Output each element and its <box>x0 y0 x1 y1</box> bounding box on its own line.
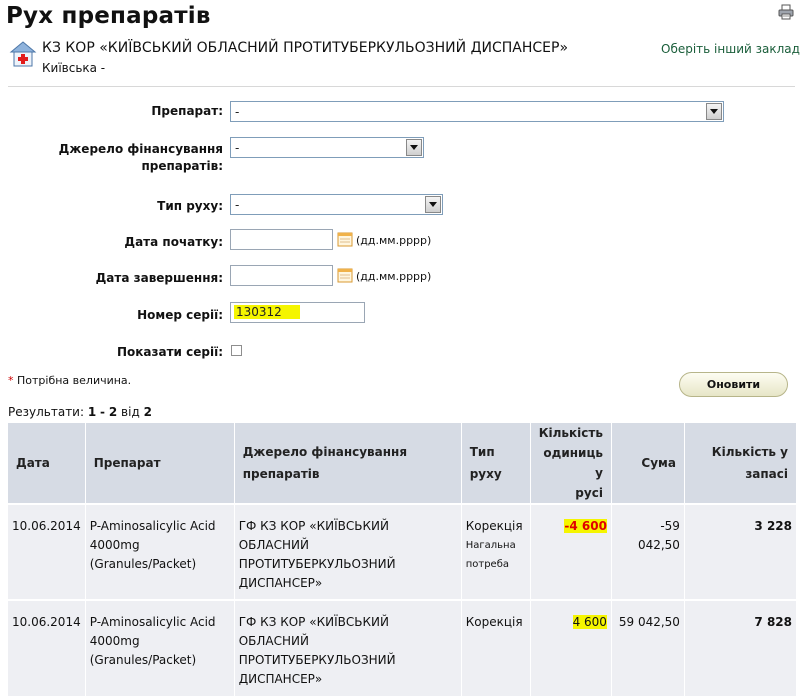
col-header-qty[interactable] <box>530 423 611 504</box>
col-header-drug-text: Препарат <box>93 456 161 470</box>
col-header-funding-line1: Джерело фінансування <box>242 445 408 459</box>
cell-drug <box>85 600 234 696</box>
col-header-sum-text: Сума <box>641 456 676 470</box>
required-note <box>8 374 131 387</box>
col-header-qty-line1: Кількість <box>538 426 603 440</box>
cell-funding-line3: ПРОТИТУБЕРКУЛЬОЗНИЙ <box>238 557 396 571</box>
funding-label-line2: препаратів: <box>141 159 223 173</box>
cell-drug <box>85 504 234 600</box>
cell-type <box>461 504 530 600</box>
calendar-icon[interactable] <box>337 231 353 247</box>
drug-select-value: - <box>235 104 240 119</box>
cell-drug-line1: P-Aminosalicylic Acid <box>89 519 216 533</box>
show-series-label: Показати серії: <box>116 345 223 359</box>
cell-qty-value: -4 600 <box>564 519 607 533</box>
cell-type-main: Корекція <box>465 615 523 629</box>
cell-funding-line4: ДИСПАНСЕР» <box>238 672 323 686</box>
start-date-label: Дата початку: <box>124 235 223 249</box>
medical-institution-icon <box>9 40 37 68</box>
end-date-label: Дата завершення: <box>95 271 223 285</box>
results-of-word: від <box>121 405 140 419</box>
col-header-qty-line3: русі <box>575 486 603 500</box>
update-button[interactable]: Оновити <box>679 372 788 397</box>
cell-drug-line1: P-Aminosalicylic Acid <box>89 615 216 629</box>
cell-drug-line2: 4000mg <box>89 538 140 552</box>
start-date-format-hint: (дд.мм.рррр) <box>356 234 432 247</box>
col-header-stock-line2: запасі <box>745 467 788 481</box>
cell-sum: 59 042,50 <box>611 600 684 696</box>
cell-qty <box>530 504 611 600</box>
institution-region: Київська - <box>42 61 106 75</box>
results-from: 1 <box>87 405 97 419</box>
show-series-checkbox[interactable] <box>231 345 242 356</box>
cell-funding-line3: ПРОТИТУБЕРКУЛЬОЗНИЙ <box>238 653 396 667</box>
chevron-down-icon[interactable] <box>706 103 722 120</box>
cell-stock: 3 228 <box>684 504 796 600</box>
funding-select-value: - <box>235 140 240 155</box>
end-date-format-hint: (дд.мм.рррр) <box>356 270 432 283</box>
cell-funding-line2: ОБЛАСНИЙ <box>238 538 309 552</box>
funding-label <box>40 142 223 173</box>
cell-type <box>461 600 530 696</box>
institution-name: КЗ КОР «КИЇВСЬКИЙ ОБЛАСНИЙ ПРОТИТУБЕРКУЛЬОЗНИЙ ДИСПАНСЕР» <box>42 40 569 56</box>
table-row <box>8 600 797 696</box>
end-date-input[interactable] <box>230 265 333 286</box>
cell-funding-line2: ОБЛАСНИЙ <box>238 634 309 648</box>
results-dash: - <box>100 405 106 419</box>
drug-select[interactable] <box>230 101 724 122</box>
movements-table <box>8 423 797 696</box>
header-divider <box>8 86 795 87</box>
movement-type-label: Тип руху: <box>157 199 223 213</box>
movement-type-select[interactable] <box>230 194 443 215</box>
page-title: Рух препаратів <box>6 3 211 29</box>
col-header-type[interactable] <box>461 423 530 504</box>
cell-qty <box>530 600 611 696</box>
cell-drug-line2: 4000mg <box>89 634 140 648</box>
results-summary <box>8 405 152 419</box>
cell-type-sub: Нагальна потреба <box>465 540 516 570</box>
col-header-funding-line2: препаратів <box>242 467 320 481</box>
cell-drug-line3: (Granules/Packet) <box>89 653 197 667</box>
col-header-type-line1: Тип <box>469 445 495 459</box>
cell-qty-value: 4 600 <box>572 615 607 629</box>
series-input-value: 130312 <box>234 305 300 319</box>
results-to: 2 <box>108 405 118 419</box>
chevron-down-icon[interactable] <box>406 139 422 156</box>
cell-drug-line3: (Granules/Packet) <box>89 557 197 571</box>
col-header-drug[interactable] <box>85 423 234 504</box>
required-star: * <box>8 374 14 387</box>
start-date-input[interactable] <box>230 229 333 250</box>
funding-select[interactable] <box>230 137 424 158</box>
chevron-down-icon[interactable] <box>425 196 441 213</box>
series-label: Номер серії: <box>137 308 223 322</box>
cell-funding <box>234 600 461 696</box>
col-header-sum[interactable] <box>611 423 684 504</box>
cell-type-main: Корекція <box>465 519 523 533</box>
col-header-stock[interactable] <box>684 423 796 504</box>
cell-funding-line1: ГФ КЗ КОР «КИЇВСЬКИЙ <box>238 519 389 533</box>
print-icon[interactable] <box>778 4 794 20</box>
cell-sum: -59 042,50 <box>611 504 684 600</box>
col-header-date[interactable] <box>8 423 85 504</box>
choose-other-institution-link[interactable]: Оберіть інший заклад <box>661 42 800 56</box>
col-header-stock-line1: Кількість у <box>711 445 788 459</box>
movement-type-select-value: - <box>235 197 240 212</box>
table-row <box>8 504 797 600</box>
results-prefix: Результати: <box>8 405 85 419</box>
calendar-icon[interactable] <box>337 267 353 283</box>
col-header-date-text: Дата <box>16 456 50 470</box>
cell-date: 10.06.2014 <box>8 600 85 696</box>
cell-funding-line4: ДИСПАНСЕР» <box>238 576 323 590</box>
cell-date: 10.06.2014 <box>8 504 85 600</box>
col-header-type-line2: руху <box>469 467 502 481</box>
funding-label-line1: Джерело фінансування <box>58 142 223 156</box>
col-header-funding[interactable] <box>234 423 461 504</box>
table-header-row <box>8 423 797 504</box>
results-total: 2 <box>143 405 152 419</box>
drug-label: Препарат: <box>151 104 223 118</box>
cell-funding <box>234 504 461 600</box>
col-header-qty-line2: одиниць у <box>543 446 603 480</box>
required-note-text: Потрібна величина. <box>17 374 132 387</box>
series-input[interactable] <box>230 302 365 323</box>
cell-funding-line1: ГФ КЗ КОР «КИЇВСЬКИЙ <box>238 615 389 629</box>
cell-stock: 7 828 <box>684 600 796 696</box>
